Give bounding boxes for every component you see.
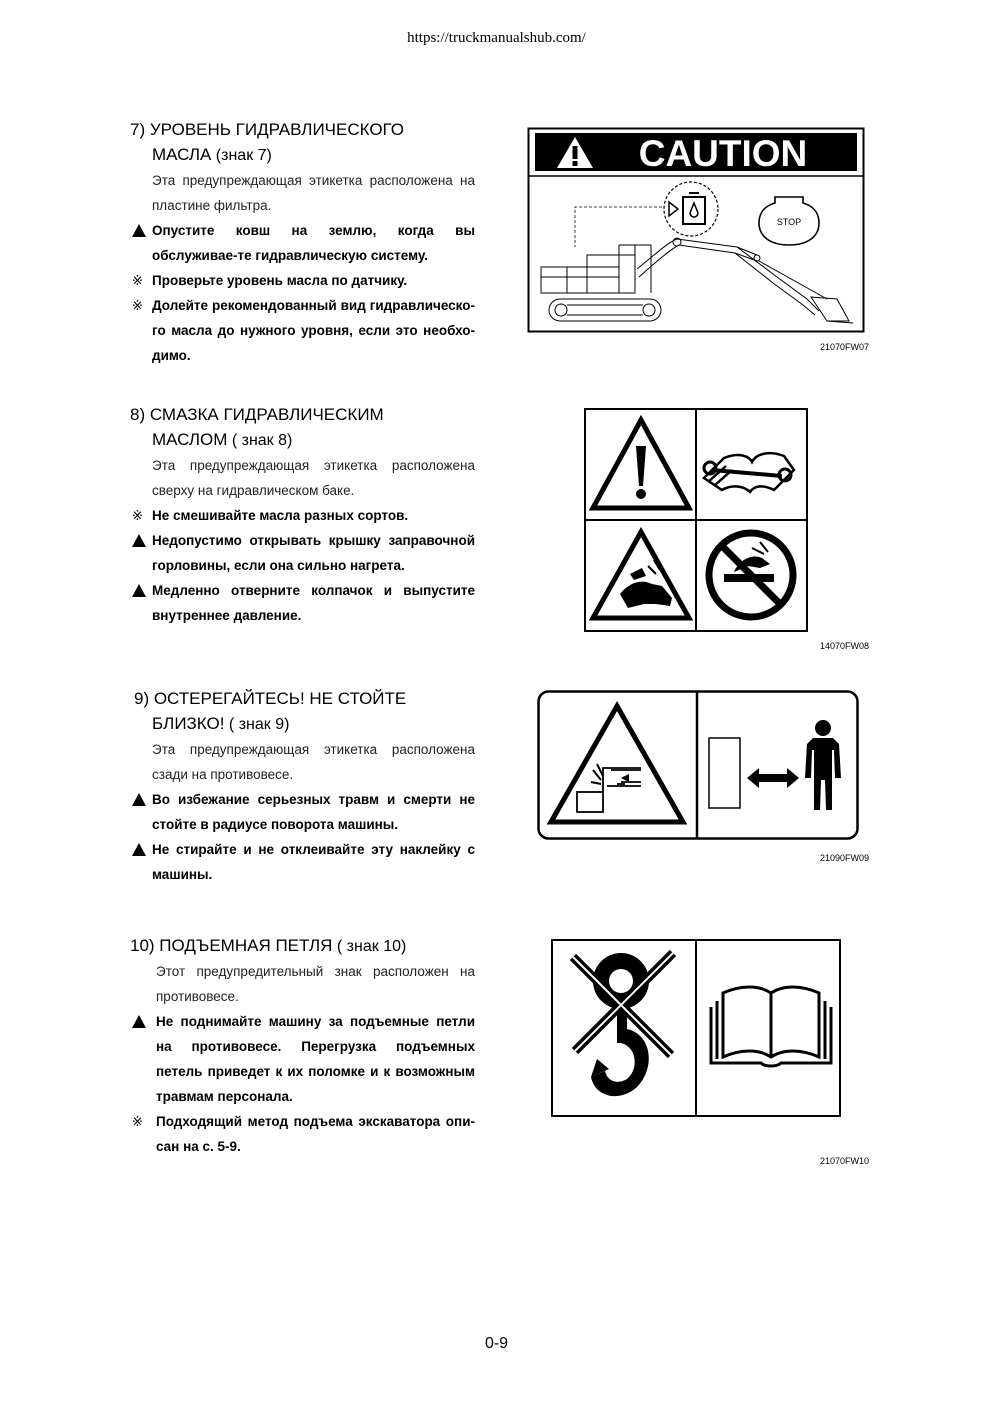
warning-icon [132, 578, 150, 603]
section-subtitle: МАСЛОМ ( знак 8) [152, 430, 293, 449]
list-item: Медленно отверните колпачок и выпустите внутреннее давление. [130, 578, 475, 628]
list-item: Не стирайте и не отклеивайте эту наклейку с машины. [130, 837, 475, 887]
caution-word: CAUTION [638, 133, 808, 174]
list-item: ※ Проверьте уровень масла по датчику. [130, 268, 475, 293]
warning-icon [132, 528, 150, 553]
warning-icon [132, 1009, 150, 1034]
list-item: ※ Не смешивайте масла разных сортов. [130, 503, 475, 528]
page-number: 0-9 [484, 1335, 509, 1352]
section-7 [130, 117, 475, 368]
warning-icon [132, 787, 150, 812]
warning-icon [132, 218, 150, 243]
note-icon: ※ [132, 1114, 143, 1129]
note-icon: ※ [132, 298, 143, 313]
figure-code: 21070FW07 [819, 342, 869, 352]
list-item: Во избежание серьезных травм и смерти не стойте в радиусе поворота машины. [130, 787, 475, 837]
section-title: 7) УРОВЕНЬ ГИДРАВЛИЧЕСКОГО [130, 120, 405, 139]
warning-icon [132, 837, 150, 862]
note-icon: ※ [132, 273, 143, 288]
section-subtitle: БЛИЗКО! ( знак 9) [152, 714, 290, 733]
note-icon: ※ [132, 508, 143, 523]
section-10 [130, 933, 475, 1159]
figure-code: 21090FW09 [819, 853, 869, 863]
list-item: Опустите ковш на землю, когда вы обслуживае-те гидравлическую систему. [130, 218, 475, 268]
section-9 [130, 686, 475, 887]
list-item: Не поднимайте машину за подъемные петли на противовесе. Перегрузка подъемных петель приведет к их поломке и к возможным травмам персонала. [130, 1009, 475, 1109]
hydraulic-tank-label-figure [584, 408, 809, 638]
section-description: Эта предупреждающая этикетка расположена на пластине фильтра. [152, 173, 475, 213]
section-description: Этот предупредительный знак расположен на противовесе. [156, 964, 475, 1004]
figure-code: 21070FW10 [819, 1156, 869, 1166]
lifting-eye-label-figure [551, 939, 841, 1122]
list-item: ※ Долейте рекомендованный вид гидравлическо-го масла до нужного уровня, если это необхо-димо. [130, 293, 475, 368]
section-title: 9) ОСТЕРЕГАЙТЕСЬ! НЕ СТОЙТЕ [134, 689, 407, 708]
keep-clear-label-figure [537, 690, 859, 845]
list-item: ※ Подходящий метод подъема экскаватора опи-сан на с. 5-9. [130, 1109, 475, 1159]
header-url: https://truckmanualshub.com/ [407, 30, 586, 46]
caution-label-figure [527, 127, 866, 339]
section-title: 10) ПОДЪЕМНАЯ ПЕТЛЯ ( знак 10) [130, 936, 407, 955]
section-subtitle: МАСЛА (знак 7) [152, 145, 272, 164]
section-description: Эта предупреждающая этикетка расположена сзади на противовесе. [152, 742, 475, 782]
section-8 [130, 402, 475, 628]
stop-label: STOP [776, 217, 802, 227]
section-title: 8) СМАЗКА ГИДРАВЛИЧЕСКИМ [130, 405, 384, 424]
list-item: Недопустимо открывать крышку заправочной горловины, если она сильно нагрета. [130, 528, 475, 578]
section-description: Эта предупреждающая этикетка расположена сверху на гидравлическом баке. [152, 458, 475, 498]
figure-code: 14070FW08 [819, 641, 869, 651]
